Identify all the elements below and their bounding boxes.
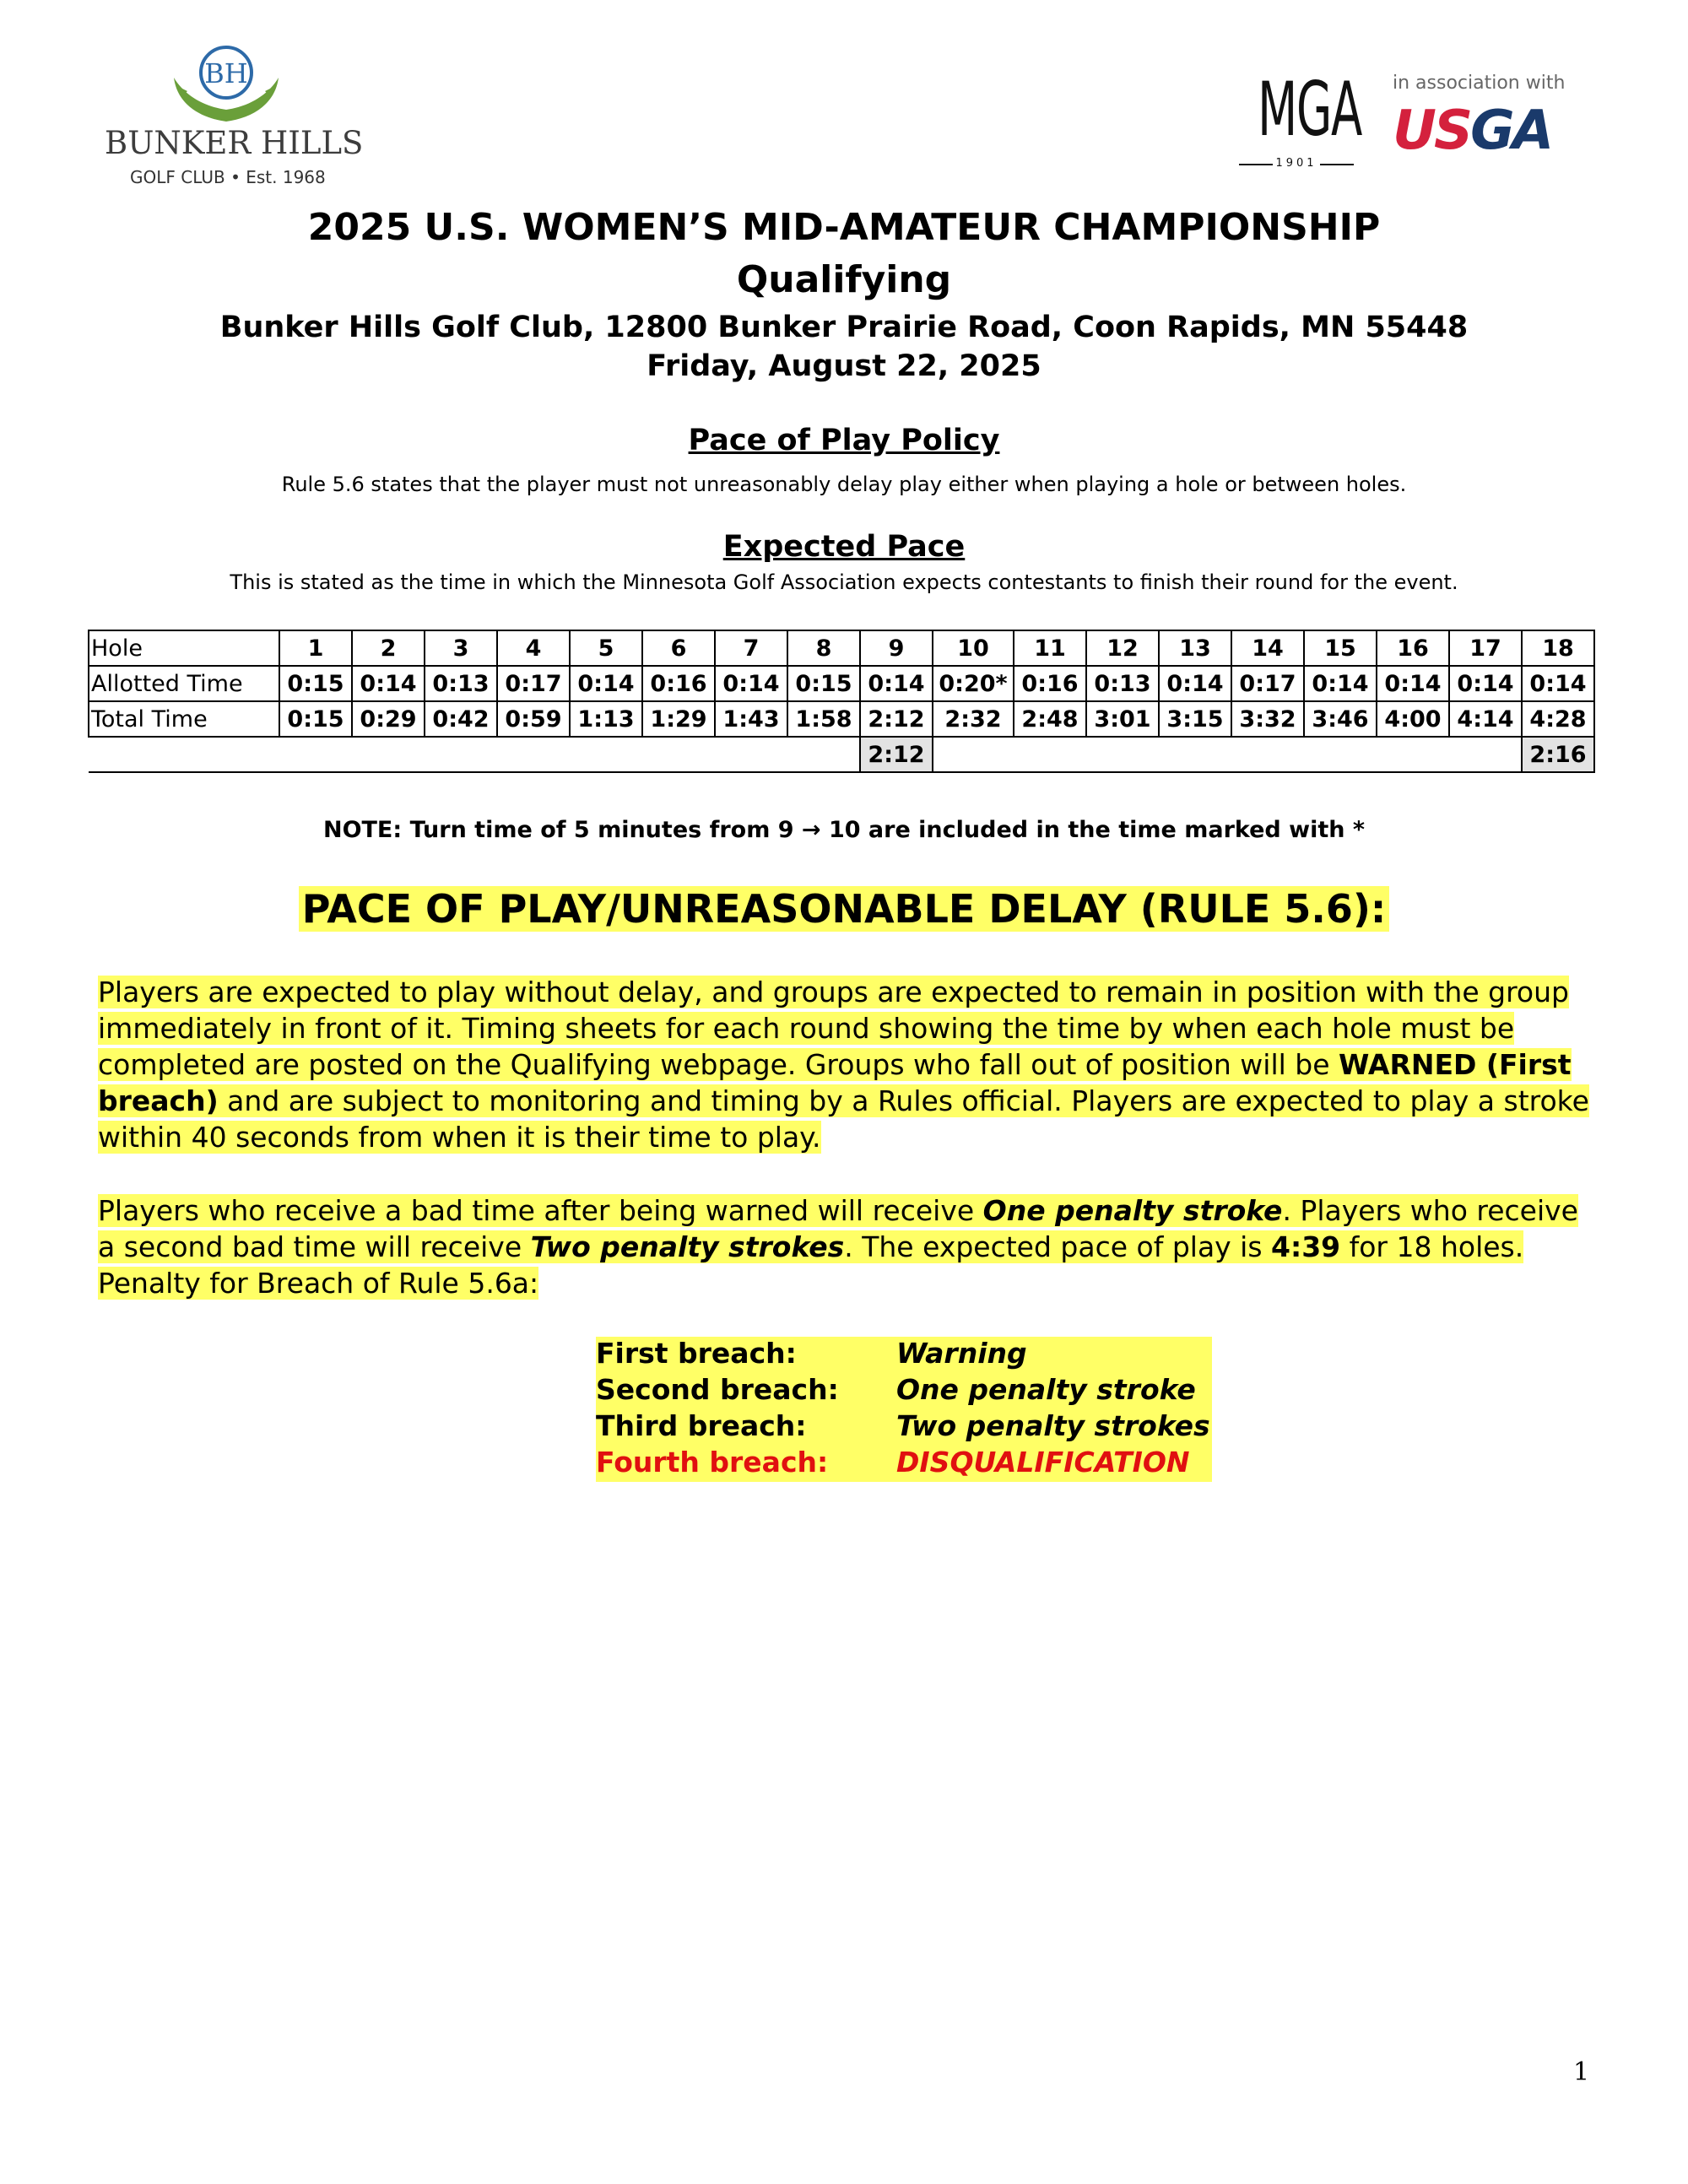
delay-p1-part: and are subject to monitoring and timing by a Rules official. Players are expected to play a stroke within 40 seconds from when it is their time to play. — [98, 1084, 1589, 1154]
table-cell: 2:32 — [933, 701, 1014, 737]
usga-association-text: in association with — [1393, 73, 1566, 94]
expected-pace-text: This is stated as the time in which the Minnesota Golf Association expects contestants to finish their round for the event. — [230, 570, 1458, 594]
mga-logo — [1234, 66, 1362, 174]
table-cell: 2:12 — [860, 701, 933, 737]
table-cell: 0:14 — [1449, 666, 1522, 701]
table-cell: 0:15 — [279, 701, 352, 737]
breach-value: DISQUALIFICATION — [896, 1446, 1212, 1482]
one-penalty-emphasis: One penalty stroke — [982, 1194, 1283, 1227]
table-row — [89, 666, 1594, 701]
bunker-hills-logo-subtitle: GOLF CLUB • Est. 1968 — [130, 167, 326, 187]
page-number: 1 — [1573, 2057, 1590, 2087]
table-cell: 0:14 — [1377, 666, 1449, 701]
back-nine-total: 2:16 — [1522, 737, 1594, 772]
delay-p2-part: . The expected pace of play is — [844, 1230, 1272, 1263]
table-cell: 4:00 — [1377, 701, 1449, 737]
row-label: Allotted Time — [89, 666, 279, 701]
table-spacer — [89, 737, 860, 772]
table-cell: 2 — [352, 630, 425, 666]
table-row — [89, 630, 1594, 666]
svg-text:BH: BH — [204, 57, 248, 89]
breach-label: Fourth breach: — [596, 1446, 896, 1482]
breach-label: Third breach: — [596, 1409, 896, 1446]
table-cell: 0:14 — [1304, 666, 1377, 701]
table-spacer — [933, 737, 1522, 772]
delay-heading-text: PACE OF PLAY/UNREASONABLE DELAY (RULE 5.6): — [299, 886, 1390, 932]
table-cell: 17 — [1449, 630, 1522, 666]
bunker-hills-logo — [100, 44, 364, 196]
table-cell: 3:15 — [1159, 701, 1231, 737]
delay-p2-text — [98, 1194, 1578, 1300]
table-cell: 0:13 — [425, 666, 497, 701]
warned-emphasis: WARNED (First breach) — [98, 1048, 1572, 1117]
usga-logo-name: USGA — [1393, 100, 1552, 162]
nine-totals-row — [89, 737, 1594, 772]
two-penalty-emphasis: Two penalty strokes — [530, 1230, 845, 1263]
table-cell: 3:46 — [1304, 701, 1377, 737]
table-cell: 14 — [1231, 630, 1304, 666]
table-cell: 1:29 — [642, 701, 715, 737]
table-cell: 0:29 — [352, 701, 425, 737]
delay-p2-part: for 18 holes. Penalty for Breach of Rule 5.6a: — [98, 1230, 1524, 1300]
table-cell: 1:58 — [787, 701, 860, 737]
table-cell: 0:17 — [497, 666, 570, 701]
table-cell: 3 — [425, 630, 497, 666]
table-cell: 0:15 — [787, 666, 860, 701]
row-label: Hole — [89, 630, 279, 666]
delay-heading — [0, 886, 1688, 932]
breach-label: Second breach: — [596, 1373, 896, 1409]
table-cell: 0:14 — [715, 666, 787, 701]
bunker-hills-logo-name: BUNKER HILLS — [105, 125, 364, 161]
table-cell: 0:14 — [570, 666, 642, 701]
table-cell: 3:01 — [1086, 701, 1159, 737]
table-cell: 0:14 — [1522, 666, 1594, 701]
table-cell: 13 — [1159, 630, 1231, 666]
front-nine-total: 2:12 — [860, 737, 933, 772]
table-cell: 3:32 — [1231, 701, 1304, 737]
delay-p2-part: . Players who receive a second bad time will receive — [98, 1194, 1578, 1263]
table-cell: 15 — [1304, 630, 1377, 666]
table-cell: 1:43 — [715, 701, 787, 737]
table-row — [89, 701, 1594, 737]
championship-subtitle: Qualifying — [736, 258, 952, 301]
mga-logo-year: 1901 — [1275, 157, 1317, 170]
table-cell: 0:13 — [1086, 666, 1159, 701]
table-cell: 9 — [860, 630, 933, 666]
pace-table — [88, 630, 1595, 773]
table-cell: 5 — [570, 630, 642, 666]
delay-paragraph-1 — [98, 974, 1600, 1155]
table-cell: 8 — [787, 630, 860, 666]
policy-text: Rule 5.6 states that the player must not unreasonably delay play either when playing a hole or between holes. — [281, 473, 1407, 496]
table-cell: 4:14 — [1449, 701, 1522, 737]
bunker-hills-emblem-icon — [100, 44, 353, 128]
table-cell: 0:42 — [425, 701, 497, 737]
table-cell: 6 — [642, 630, 715, 666]
table-cell: 0:17 — [1231, 666, 1304, 701]
breach-value: One penalty stroke — [896, 1373, 1212, 1409]
table-cell: 0:15 — [279, 666, 352, 701]
table-cell: 0:16 — [1014, 666, 1086, 701]
table-cell: 10 — [933, 630, 1014, 666]
usga-logo — [1393, 100, 1551, 162]
championship-title: 2025 U.S. WOMEN’S MID-AMATEUR CHAMPIONSHIP — [307, 206, 1381, 249]
policy-heading: Pace of Play Policy — [688, 424, 1000, 457]
table-cell: 0:14 — [1159, 666, 1231, 701]
turn-time-note: NOTE: Turn time of 5 minutes from 9 → 10 are included in the time marked with * — [322, 817, 1366, 843]
table-cell: 0:16 — [642, 666, 715, 701]
delay-p1-text — [98, 976, 1589, 1154]
delay-p1-part: Players are expected to play without delay, and groups are expected to remain in position with the group immediately in front of it. Timing sheets for each round showing the time by when each hole must be completed are posted on the Qualifying webpage. Groups who fall out of position will be — [98, 976, 1569, 1081]
event-date: Friday, August 22, 2025 — [647, 349, 1041, 383]
breach-value: Two penalty strokes — [896, 1409, 1212, 1446]
breach-value: Warning — [896, 1337, 1212, 1373]
table-cell: 0:59 — [497, 701, 570, 737]
venue-address: Bunker Hills Golf Club, 12800 Bunker Prairie Road, Coon Rapids, MN 55448 — [219, 311, 1469, 344]
expected-pace-heading: Expected Pace — [722, 530, 966, 564]
mga-logo-name: MGA — [1258, 66, 1362, 153]
delay-p2-part: Players who receive a bad time after being warned will receive — [98, 1194, 983, 1227]
delay-paragraph-2 — [98, 1192, 1600, 1301]
table-cell: 18 — [1522, 630, 1594, 666]
table-cell: 0:14 — [352, 666, 425, 701]
table-cell: 12 — [1086, 630, 1159, 666]
table-cell: 4 — [497, 630, 570, 666]
table-cell: 1:13 — [570, 701, 642, 737]
row-label: Total Time — [89, 701, 279, 737]
table-cell: 16 — [1377, 630, 1449, 666]
table-cell: 4:28 — [1522, 701, 1594, 737]
expected-pace-value: 4:39 — [1271, 1230, 1341, 1263]
breach-label: First breach: — [596, 1337, 896, 1373]
table-cell: 2:48 — [1014, 701, 1086, 737]
table-cell: 0:20* — [933, 666, 1014, 701]
table-cell: 1 — [279, 630, 352, 666]
table-cell: 11 — [1014, 630, 1086, 666]
table-cell: 7 — [715, 630, 787, 666]
table-cell: 0:14 — [860, 666, 933, 701]
